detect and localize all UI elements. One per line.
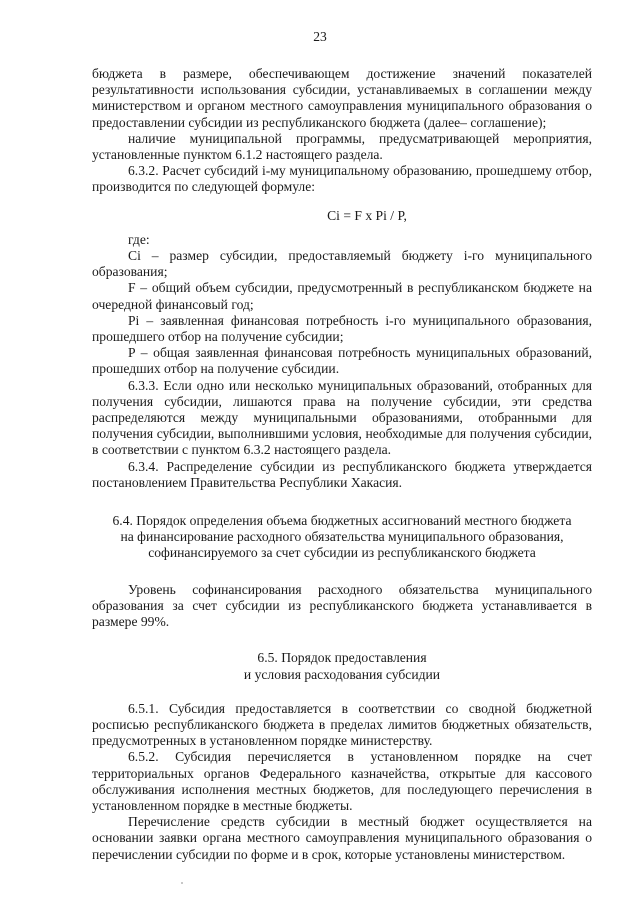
section-6-5-heading-line-2: и условия расходования субсидии [243, 666, 441, 682]
paragraph-6-3-4: 6.3.4. Распределение субсидии из республиканского бюджета утверждается постановлением Правительства Республики Хакасия. [92, 458, 592, 490]
section-6-4-heading-line-2: на финансирование расходного обязательства муниципального образования, [120, 529, 564, 545]
section-6-4-body: Уровень софинансирования расходного обязательства муниципального образования за счет субсидии из республиканского бюджета устанавливается в размере 99%. [92, 581, 592, 630]
section-6-5-heading [92, 650, 592, 682]
paragraph-6-3-3: 6.3.3. Если одно или несколько муниципальных образований, отобранных для получения субсидии, лишаются права на получение субсидии, эти средства распределяются между муниципальными образованиями, отобранными для получения субсидии, выполнившими условия, необходимые для получения субсидии, в соответствии с пунктом 6.3.2 настоящего раздела. [92, 377, 592, 458]
document-body [92, 66, 592, 863]
subsidy-formula: Ci = F x Pi / P, [327, 207, 407, 223]
section-6-5-heading-line-1: 6.5. Порядок предоставления [257, 650, 427, 666]
paragraph-6-5-1: 6.5.1. Субсидия предоставляется в соответствии со сводной бюджетной росписью республиканского бюджета в пределах лимитов бюджетных обязательств, предусмотренных в установленном порядке министерству. [92, 700, 592, 749]
section-6-4-heading-line-1: 6.4. Порядок определения объема бюджетных ассигнований местного бюджета [112, 513, 572, 529]
definition-f: F – общий объем субсидии, предусмотренный в республиканском бюджете на очередной финансовый год; [92, 280, 592, 312]
paragraph-transfer-funds: Перечисление средств субсидии в местный бюджет осуществляется на основании заявки органа местного самоуправления муниципального образования о перечислении субсидии по форме и в срок, которые установлены министерством. [92, 814, 592, 862]
section-6-4-heading [92, 513, 592, 562]
paragraph-6-3-2: 6.3.2. Расчет субсидий i-му муниципальному образованию, прошедшему отбор, производится по следующей формуле: [92, 163, 592, 195]
paragraph-municipal-program: наличие муниципальной программы, предусматривающей мероприятия, установленные пунктом 6.1.2 настоящего раздела. [92, 130, 592, 163]
definition-pi: Pi – заявленная финансовая потребность i-го муниципального образования, прошедшего отбор на получение субсидии; [92, 312, 592, 345]
paragraph-budget-size: бюджета в размере, обеспечивающем достижение значений показателей результативности использования субсидии, устанавливаемых в соглашении между министерством и органом местного самоуправления муниципального образования о предоставлении субсидии из республиканского бюджета (далее– соглашение); [92, 66, 592, 130]
page-number: 23 [313, 29, 327, 44]
section-6-4-heading-line-3: софинансируемого за счет субсидии из республиканского бюджета [148, 545, 536, 561]
paragraph-6-5-2: 6.5.2. Субсидия перечисляется в установленном порядке на счет территориальных органов Федерального казначейства, открытые для кассового обслуживания исполнения местных бюджетов, для последующего перечисления в установленном порядке в местные бюджеты. [92, 749, 592, 813]
definition-ci: Ci – размер субсидии, предоставляемый бюджету i-го муниципального образования; [92, 248, 592, 280]
definition-p: P – общая заявленная финансовая потребность муниципальных образований, прошедших отбор на получение субсидии. [92, 345, 592, 377]
formula-where-label: где: [128, 231, 150, 247]
scan-mark [181, 882, 183, 884]
